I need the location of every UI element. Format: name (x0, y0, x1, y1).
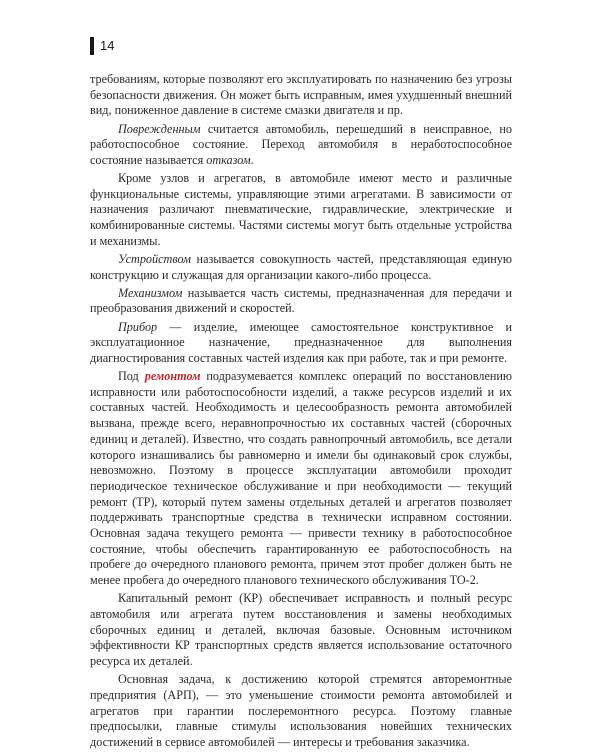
term-italic: Прибор (118, 319, 158, 334)
text-run: подразумевается комплекс операций по восстановлению исправности или работоспособности изделий, а также ресурсов изделий и их составных частей. Необходимость и целесообразность ремонта автомобилей вызвана, прежде всего, неравнопрочностью их составных частей (сборочных единиц и деталей). Известно, что создать равнопрочный автомобиль, все детали которого изнашивались бы равномерно и имели бы одинаковый срок службы, невозможно. Поэтому в процессе эксплуатации автомобили проходит периодическое техническое обслуживание и при необходимости — текущий ремонт (ТР), который путем замены отдельных деталей и агрегатов позволяет поддерживать транспортные средства в технически исправном состоянии. Основная задача текущего ремонта — привести технику в работоспособное состояние, чтобы обеспечить гарантированную ее работоспособность на пробеге до очередного планового ремонта, причем этот пробег должен быть не менее пробега до очередного планового технического обслуживания ТО-2. (90, 369, 513, 588)
paragraph (90, 171, 512, 250)
term-italic: Механизмом (118, 285, 183, 300)
page-number: 14 (100, 38, 115, 53)
paragraph (90, 286, 512, 317)
term-italic: Устройством (118, 251, 191, 266)
body-text (90, 72, 512, 753)
paragraph (90, 320, 512, 367)
text-run: называется совокупность частей, представляющая единую конструкцию и служащая для организации какого-либо процесса. (90, 251, 512, 282)
paragraph (90, 369, 512, 589)
text-run: Основная задача, к достижению которой стремятся авторемонтные предприятия (АРП), — это уменьшение стоимости ремонта автомобилей и агрегатов при гарантии послеремонтного ресурса. Поэтому главные предпосылки, главные стимулы использования новейших технических достижений в сервисе автомобилей — интересы и требования заказчика. (90, 672, 512, 749)
text-run: Кроме узлов и агрегатов, в автомобиле имеют место и различные функциональные системы, управляющие этими агрегатами. В зависимости от назначения различают пневматические, гидравлические, электрические и комбинированные системы. Частями системы могут быть отдельные устройства и механизмы. (90, 171, 512, 248)
text-run: Капитальный ремонт (КР) обеспечивает исправность и полный ресурс автомобиля или агрегата путем восстановления и замены необходимых сборочных единиц и деталей, включая базовые. Основным источником эффективности КР транспортных средств является использование остаточного ресурса их деталей. (90, 591, 512, 669)
paragraph (90, 72, 512, 119)
text-run: считается автомобиль, перешедший в неисправное, но работоспособное состояние. Переход автомобиля в неработоспособное состояние называется (90, 121, 512, 167)
paragraph (90, 122, 512, 169)
text-run: — изделие, имеющее самостоятельное конструктивное и эксплуатационное назначение, предназначенное для выполнения диагностирования составных частей изделия как при работе, так и при ремонте. (90, 319, 512, 365)
paragraph (90, 591, 512, 670)
term-italic: Поврежденным (118, 121, 201, 136)
paragraph (90, 672, 512, 751)
text-run: . (250, 152, 254, 167)
paragraph (90, 252, 512, 283)
term-italic: отказом (206, 152, 251, 167)
text-run: Под (118, 369, 145, 383)
text-run: называется часть системы, предназначенная для передачи и преобразования движений и скоростей. (90, 285, 512, 316)
text-run: требованиям, которые позволяют его эксплуатировать по назначению без угрозы безопасности движения. Он может быть исправным, имея ухудшенный внешний вид, пониженное давление в системе смазки двигателя и пр. (90, 72, 512, 118)
term-highlight: ремонтом (144, 369, 201, 383)
header-bar-mark (90, 37, 94, 55)
